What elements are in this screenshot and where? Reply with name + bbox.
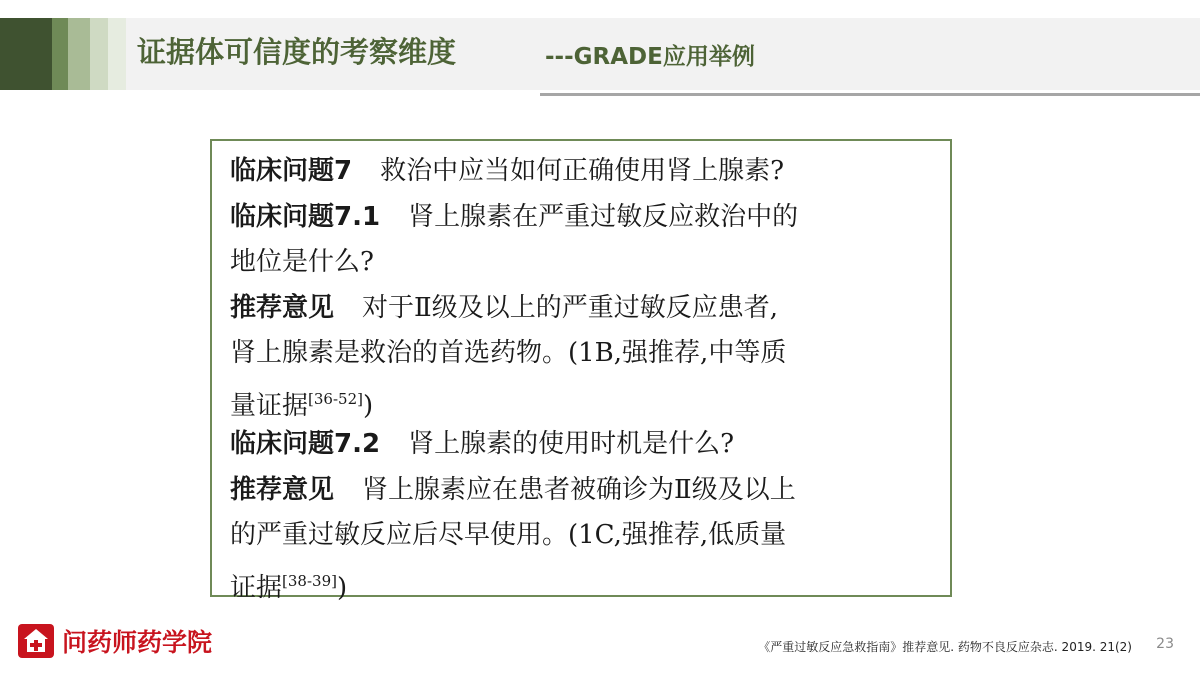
recommendation-text: 证据 — [230, 572, 283, 603]
header-divider — [540, 93, 1200, 96]
question-text: 救治中应当如何正确使用肾上腺素? — [380, 156, 785, 186]
source-citation: 《严重过敏反应急救指南》推荐意见. 药物不良反应杂志. 2019. 21(2) — [758, 640, 1132, 654]
slide-title: 证据体可信度的考察维度 — [137, 35, 457, 69]
closing-paren: ) — [362, 390, 374, 421]
closing-paren: ) — [336, 572, 348, 603]
recommendation-2-line-cont — [230, 513, 934, 559]
stripe — [52, 18, 68, 90]
question-7-1-line-cont — [230, 240, 934, 286]
question-label: 临床问题7.2 — [230, 429, 381, 459]
brand-logo — [18, 623, 212, 659]
stripe — [108, 18, 126, 90]
question-text: 肾上腺素的使用时机是什么? — [408, 429, 735, 459]
recommendation-text: 的严重过敏反应后尽早使用。(1C,强推荐,低质量 — [230, 520, 787, 550]
guideline-excerpt-box — [210, 139, 952, 603]
recommendation-text: 对于Ⅱ级及以上的严重过敏反应患者, — [362, 292, 778, 323]
page-number: 23 — [1156, 636, 1174, 652]
question-text: 肾上腺素在严重过敏反应救治中的 — [408, 201, 799, 232]
recommendation-text: 肾上腺素是救治的首选药物。(1B,强推荐,中等质 — [230, 338, 787, 368]
reference-marker: [36-52] — [308, 389, 363, 408]
recommendation-1-line-cont — [230, 331, 934, 377]
question-label: 临床问题7.1 — [230, 201, 381, 232]
pharmacy-house-icon — [18, 624, 54, 658]
stripe — [0, 18, 52, 90]
recommendation-label: 推荐意见 — [230, 474, 335, 505]
question-7-line — [230, 149, 934, 195]
question-7-1-line — [230, 195, 934, 241]
reference-marker: [38-39] — [282, 571, 337, 590]
brand-name: 问药师药学院 — [62, 628, 213, 657]
recommendation-text: 肾上腺素应在患者被确诊为Ⅱ级及以上 — [362, 474, 796, 505]
question-text: 地位是什么? — [230, 247, 374, 277]
recommendation-2-line-end — [230, 559, 934, 605]
recommendation-2-line — [230, 468, 934, 514]
recommendation-1-line — [230, 286, 934, 332]
stripe — [68, 18, 90, 90]
header-stripes — [0, 18, 126, 90]
recommendation-text: 量证据 — [230, 390, 309, 421]
stripe — [90, 18, 108, 90]
slide-subtitle: ---GRADE应用举例 — [545, 44, 755, 70]
recommendation-1-line-end — [230, 377, 934, 423]
question-label: 临床问题7 — [230, 156, 353, 186]
question-7-2-line — [230, 422, 934, 468]
recommendation-label: 推荐意见 — [230, 292, 335, 323]
